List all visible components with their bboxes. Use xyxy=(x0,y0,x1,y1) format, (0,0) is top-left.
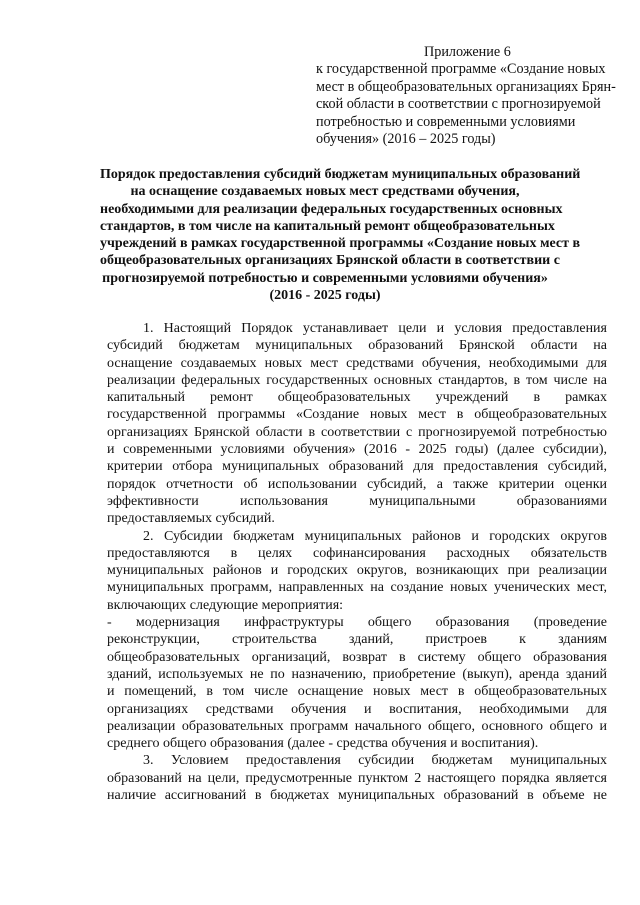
title-line: учреждений в рамках государственной программы «Создание новых мест в xyxy=(100,236,581,252)
body-line: реализации федеральных государственных основных стандартов, в том числе на xyxy=(107,372,607,388)
appendix-line: к государственной программе «Создание новых xyxy=(316,61,606,78)
appendix-line: ской области в соответствии с прогнозируемой xyxy=(316,96,601,113)
body-line: включающих следующие мероприятия: xyxy=(107,597,344,613)
body-line: наличие ассигнований в бюджетах муниципальных образований в объеме не xyxy=(107,788,607,804)
body-line: реализации образовательных программ начального общего, основного общего и xyxy=(107,718,607,734)
body-line: порядок отчетности об использовании субсидий, а также критерии оценки xyxy=(107,476,607,492)
document-title xyxy=(100,166,581,304)
body-line: оснащение создаваемых новых мест средствами обучения, необходимыми для xyxy=(107,355,607,371)
body-line: - модернизация инфраструктуры общего образования (проведение xyxy=(107,615,607,631)
body-line: критерии отбора муниципальных образований для предоставления субсидий, xyxy=(107,459,607,475)
appendix-title: Приложение 6 xyxy=(424,44,511,60)
body-line: государственной программы «Создание новых мест в общеобразовательных xyxy=(107,407,607,423)
title-line: общеобразовательных организациях Брянской области в соответствии с xyxy=(100,253,560,269)
body-line: общеобразовательных организаций, возврат в систему общего образования xyxy=(107,649,607,665)
title-line: необходимыми для реализации федеральных государственных основных xyxy=(100,201,563,217)
body-line: организациях Брянской области в соответствии с прогнозируемой потребностью xyxy=(107,424,607,440)
appendix-line: мест в общеобразовательных организациях Брян- xyxy=(316,78,616,95)
body-line: 1. Настоящий Порядок устанавливает цели и условия предоставления xyxy=(143,321,607,336)
title-line: (2016 - 2025 годы) xyxy=(269,288,381,304)
body-line: и помещений, в том числе оснащение новых мест в общеобразовательных xyxy=(107,684,607,700)
body-line: 2. Субсидии бюджетам муниципальных районов и городских округов xyxy=(143,528,607,544)
body-line: муниципальных программ, направленных на создание новых ученических мест, xyxy=(107,580,607,596)
document-body xyxy=(107,320,607,804)
title-line: Порядок предоставления субсидий бюджетам муниципальных образований xyxy=(100,167,581,182)
appendix-line: потребностью и современными условиями xyxy=(316,113,576,130)
body-line: муниципальных районов и городских округов, возникающих при реализации xyxy=(107,563,607,579)
body-line: предоставляются в целях софинансирования расходных обязательств xyxy=(107,545,607,561)
body-line: зданий, используемых не по назначению, приобретение (выкуп), аренда зданий xyxy=(107,666,607,682)
title-line: на оснащение создаваемых новых мест средствами обучения, xyxy=(130,184,520,200)
body-line: реконструкции, строительства зданий, пристроев к зданиям xyxy=(107,632,607,648)
body-line: предоставляемых субсидий. xyxy=(107,511,275,527)
appendix-header xyxy=(316,44,628,148)
body-line: капитальный ремонт общеобразовательных учреждений в рамках xyxy=(107,390,607,406)
body-line: эффективности использования муниципальными образованиями xyxy=(107,493,607,509)
body-line: 3. Условием предоставления субсидии бюджетам муниципальных xyxy=(143,753,607,769)
body-line: образований на цели, предусмотренные пунктом 2 настоящего порядка является xyxy=(107,770,607,786)
body-line: организациях средствами обучения и воспитания, необходимыми для xyxy=(107,701,607,717)
body-line: среднего общего образования (далее - средства обучения и воспитания). xyxy=(107,736,539,752)
title-line: стандартов, в том числе на капитальный ремонт общеобразовательных xyxy=(100,218,555,234)
body-line: и современными условиями обучения» (2016 - 2025 годы) (далее субсидии), xyxy=(107,442,607,458)
appendix-line: обучения» (2016 – 2025 годы) xyxy=(316,131,496,148)
body-line: субсидий бюджетам муниципальных образований Брянской области на xyxy=(107,338,607,354)
title-line: прогнозируемой потребностью и современными условиями обучения» xyxy=(102,270,548,286)
